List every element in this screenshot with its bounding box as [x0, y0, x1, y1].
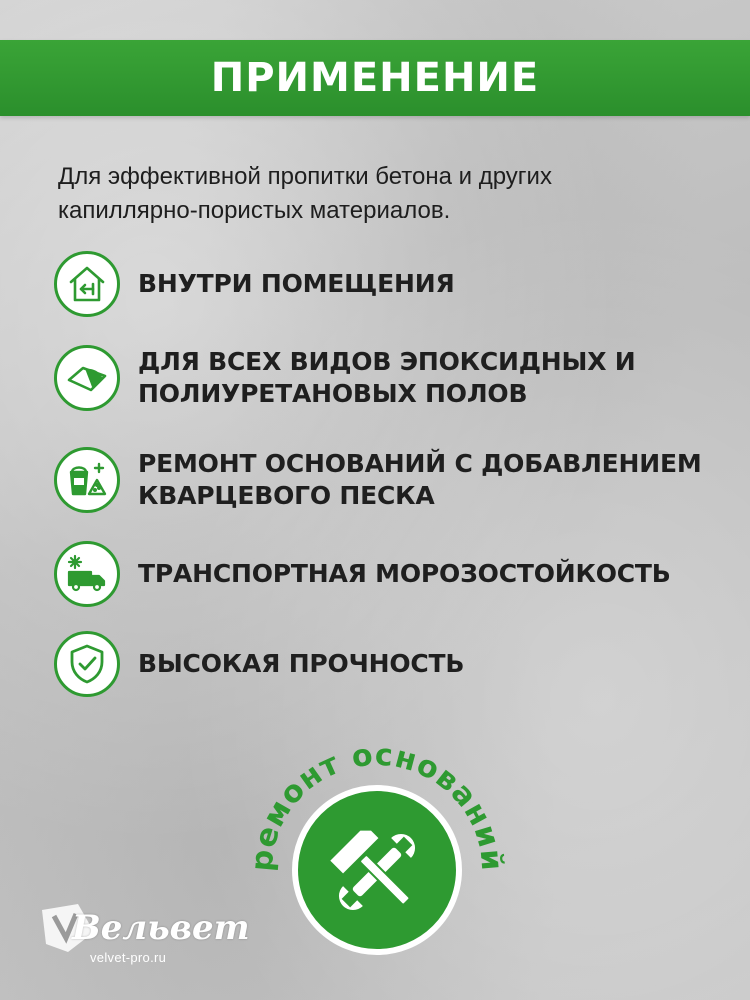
feature-label: ДЛЯ ВСЕХ ВИДОВ ЭПОКСИДНЫХ И ПОЛИУРЕТАНОВЫХ ПОЛОВ [138, 347, 636, 408]
feature-strength [54, 628, 714, 700]
badge-text: ремонт оснований [244, 737, 510, 873]
logo-word: Вельвет [72, 908, 250, 948]
repair-badge [232, 722, 522, 992]
shield-check-icon [54, 631, 120, 697]
feature-label: ВНУТРИ ПОМЕЩЕНИЯ [138, 269, 455, 298]
header-banner [0, 40, 750, 116]
intro-text [58, 160, 698, 228]
feature-indoor [54, 248, 714, 320]
feature-frost [54, 538, 714, 610]
logo-url: velvet-pro.ru [90, 950, 167, 965]
intro-line-2: капиллярно-пористых материалов. [58, 197, 451, 224]
feature-floors [54, 342, 714, 414]
page-title: ПРИМЕНЕНИЕ [210, 55, 540, 101]
house-enter-icon [54, 251, 120, 317]
bucket-sand-icon [54, 447, 120, 513]
intro-line-1: Для эффективной пропитки бетона и других [58, 163, 552, 190]
feature-label: ТРАНСПОРТНАЯ МОРОЗОСТОЙКОСТЬ [138, 559, 671, 588]
feature-label: ВЫСОКАЯ ПРОЧНОСТЬ [138, 649, 465, 678]
feature-repair [54, 444, 714, 516]
brand-logo [38, 902, 250, 972]
feature-label: РЕМОНТ ОСНОВАНИЙ С ДОБАВЛЕНИЕМ КВАРЦЕВОГО ПЕСКА [138, 449, 702, 510]
floor-pour-icon [54, 345, 120, 411]
frost-truck-icon [54, 541, 120, 607]
